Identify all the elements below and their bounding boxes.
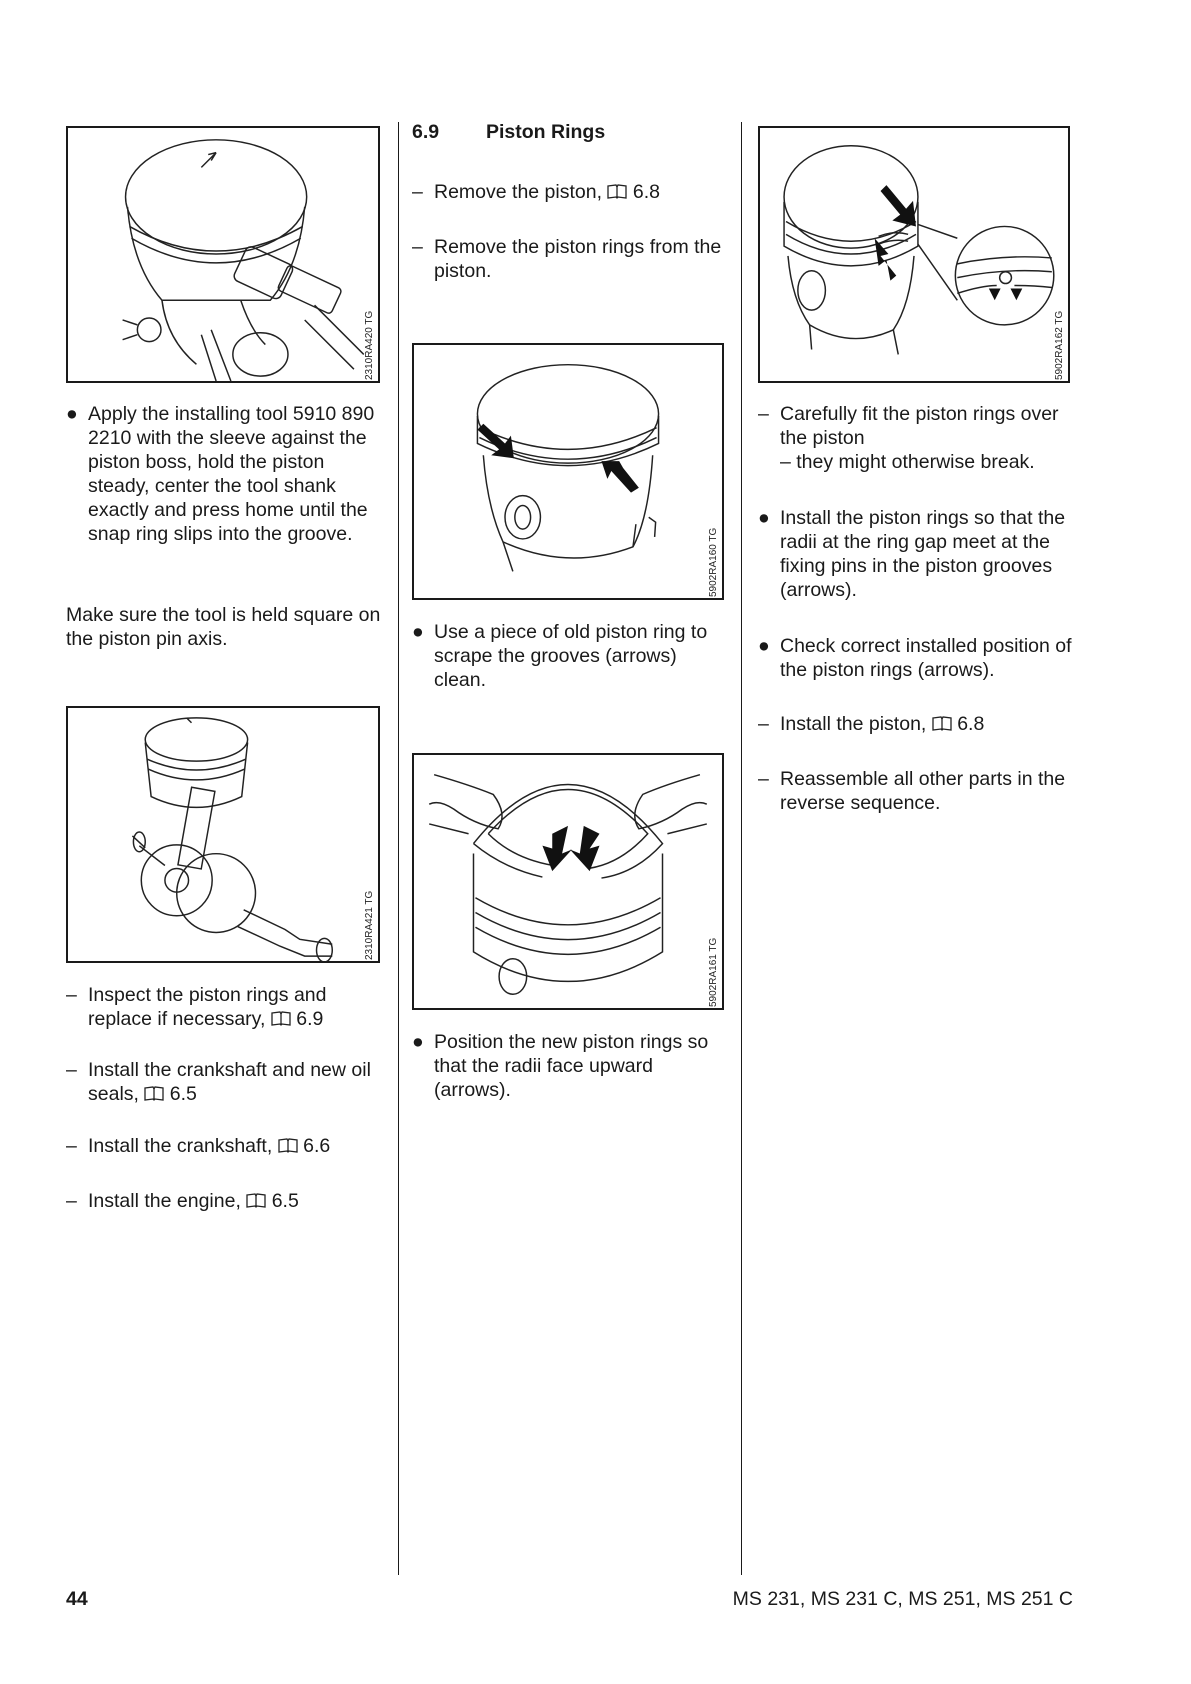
book-icon (271, 1011, 291, 1026)
step-install-crankshaft (66, 1134, 384, 1158)
step-text: Install the crankshaft and new oil seals, (88, 1059, 371, 1105)
step-text: Carefully fit the piston rings over the piston (780, 403, 1059, 449)
dash-marker: – (412, 181, 423, 203)
figure-code: 2310RA421 TG (364, 890, 375, 960)
figure-installing-tool (66, 126, 380, 383)
bullet-install-rings-pins (758, 506, 1078, 602)
section-ref[interactable]: 6.8 (632, 181, 660, 203)
section-title: Piston Rings (486, 121, 606, 143)
figure-scrape-grooves (412, 343, 724, 600)
step-install-engine (66, 1189, 384, 1213)
step-inspect-rings (66, 983, 384, 1031)
step-install-crankshaft-seals (66, 1058, 384, 1106)
dash-marker: – (66, 1135, 77, 1157)
dash-marker: – (758, 713, 769, 735)
section-ref[interactable]: 6.6 (303, 1135, 331, 1157)
dash-marker: – (758, 403, 769, 425)
section-ref[interactable]: 6.8 (957, 713, 985, 735)
model-list: MS 231, MS 231 C, MS 251, MS 251 C (732, 1588, 1073, 1610)
figure-ring-gap-detail (758, 126, 1070, 383)
bullet-marker: ● (412, 621, 424, 643)
bullet-text: Install the piston rings so that the radii at the ring gap meet at the fixing pins in the piston grooves (arrows). (780, 507, 1066, 601)
step-remove-rings (412, 235, 730, 283)
dash-marker: – (66, 1059, 77, 1081)
note-text: Make sure the tool is held square on the piston pin axis. (66, 604, 381, 650)
figure-code: 5902RA162 TG (1054, 310, 1065, 380)
book-icon (278, 1138, 298, 1153)
bullet-position-rings (412, 1030, 730, 1102)
section-ref[interactable]: 6.9 (296, 1008, 324, 1030)
figure-position-rings (412, 753, 724, 1010)
bullet-text: Use a piece of old piston ring to scrape the grooves (arrows) clean. (434, 621, 708, 691)
piston-with-installing-tool-illustration (68, 128, 378, 381)
bullet-marker: ● (758, 635, 770, 657)
section-ref[interactable]: 6.5 (271, 1190, 299, 1212)
book-icon (246, 1193, 266, 1208)
step-subtext: – they might otherwise break. (780, 451, 1035, 473)
dash-marker: – (66, 1190, 77, 1212)
step-text: Remove the piston rings from the piston. (434, 236, 722, 282)
figure-code: 5902RA161 TG (708, 937, 719, 1007)
dash-marker: – (66, 984, 77, 1006)
bullet-text: Position the new piston rings so that the radii face upward (arrows). (434, 1031, 709, 1101)
bullet-text: Apply the installing tool 5910 890 2210 with the sleeve against the piston boss, hold the piston steady, center the tool shank exactly and press home until the snap ring slips into the groove. (88, 403, 375, 545)
piston-groove-arrows-illustration (414, 345, 722, 598)
step-text: Install the piston, (780, 713, 927, 735)
bullet-marker: ● (412, 1031, 424, 1053)
book-icon (932, 716, 952, 731)
piston-on-crankshaft-illustration (68, 708, 378, 961)
section-heading (412, 121, 606, 144)
book-icon (144, 1086, 164, 1101)
step-text: Install the engine, (88, 1190, 241, 1212)
step-install-piston (758, 712, 1078, 736)
figure-code: 2310RA420 TG (364, 310, 375, 380)
dash-marker: – (412, 236, 423, 258)
dash-marker: – (758, 768, 769, 790)
step-text: Install the crankshaft, (88, 1135, 273, 1157)
column-divider-right (741, 122, 742, 1575)
section-number: 6.9 (412, 121, 440, 143)
bullet-text: Check correct installed position of the piston rings (arrows). (780, 635, 1072, 681)
figure-piston-crankshaft (66, 706, 380, 963)
note-tool-square (66, 603, 384, 651)
bullet-scrape-grooves (412, 620, 730, 692)
step-remove-piston (412, 180, 730, 204)
bullet-apply-installing-tool (66, 402, 382, 546)
figure-code: 5902RA160 TG (708, 527, 719, 597)
section-ref[interactable]: 6.5 (169, 1083, 197, 1105)
piston-ring-install-hands-illustration (414, 755, 722, 1008)
step-fit-rings (758, 402, 1078, 474)
bullet-marker: ● (66, 403, 78, 425)
piston-ring-gap-detail-illustration (760, 128, 1068, 381)
step-text: Inspect the piston rings and replace if necessary, (88, 984, 327, 1030)
book-icon (607, 184, 627, 199)
page-number: 44 (66, 1588, 88, 1610)
column-divider-left (398, 122, 399, 1575)
bullet-marker: ● (758, 507, 770, 529)
step-text: Remove the piston, (434, 181, 603, 203)
step-text: Reassemble all other parts in the reverse sequence. (780, 768, 1066, 814)
bullet-check-position (758, 634, 1078, 682)
step-reassemble (758, 767, 1078, 815)
